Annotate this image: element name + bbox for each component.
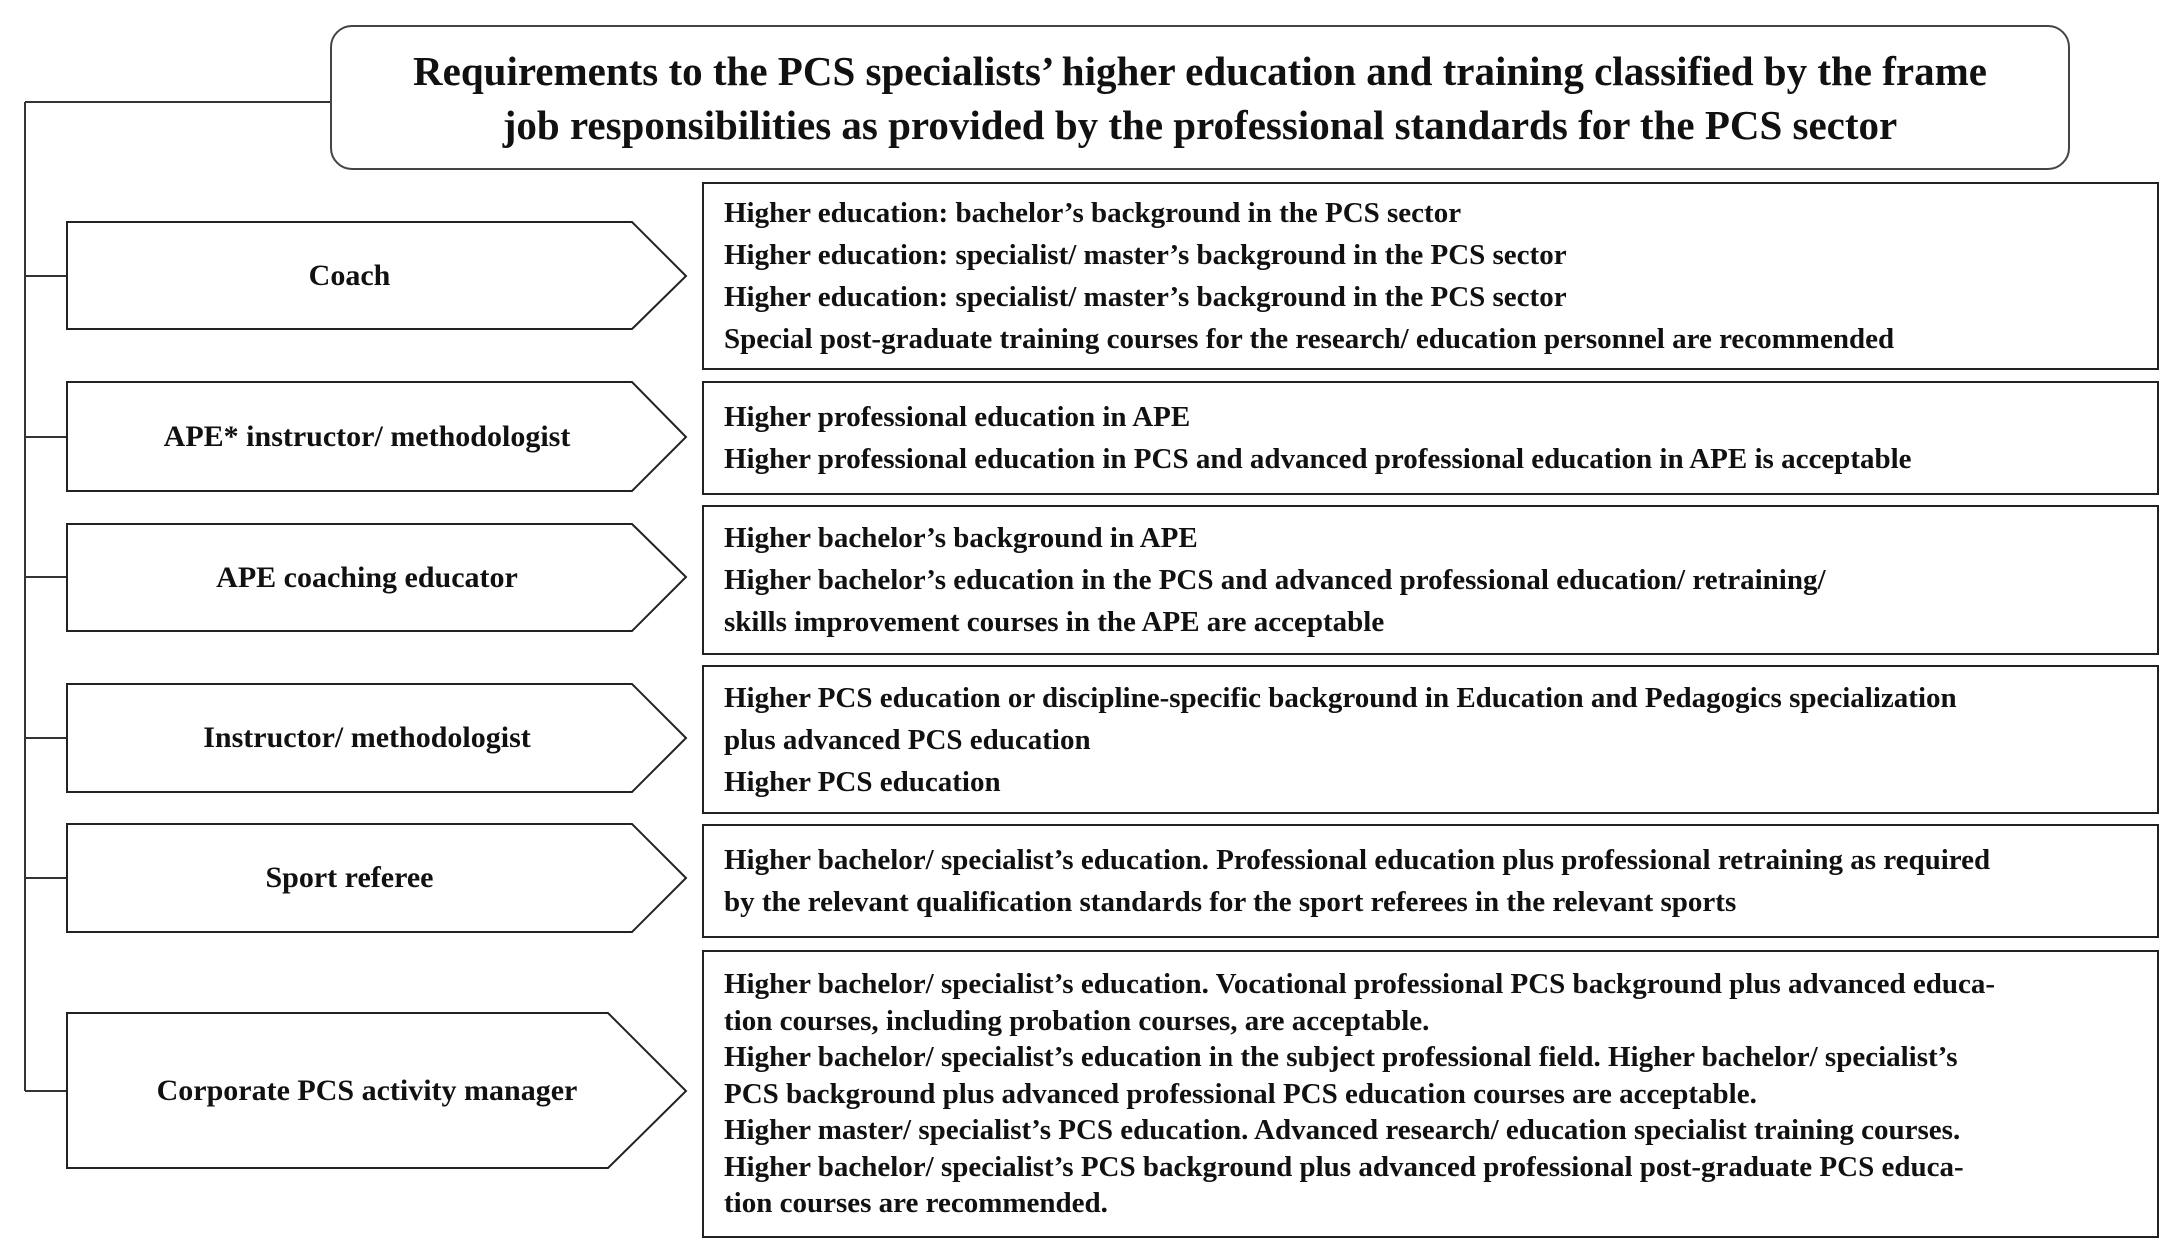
title-line-2: job responsibilities as provided by the professional standards for the PCS sector bbox=[502, 101, 1898, 148]
role-label-corporate-manager: Corporate PCS activity manager bbox=[156, 1073, 578, 1107]
requirement-line: tion courses are recommended. bbox=[724, 1187, 1108, 1220]
requirements-box-sport-referee bbox=[702, 824, 2159, 938]
requirements-box-instructor-methodologist bbox=[702, 665, 2159, 814]
title-box bbox=[330, 25, 2070, 170]
requirement-line: tion courses, including probation courses, are acceptable. bbox=[724, 1004, 1430, 1037]
requirement-line: Higher education: specialist/ master’s background in the PCS sector bbox=[724, 281, 1567, 313]
requirements-box-ape-instructor bbox=[702, 381, 2159, 495]
requirement-line: Higher professional education in APE bbox=[724, 401, 1191, 433]
requirement-line: Higher bachelor/ specialist’s PCS background plus advanced professional post-graduate PCS educa- bbox=[724, 1150, 1964, 1183]
role-label-ape-coaching-educator: APE coaching educator bbox=[216, 560, 518, 594]
requirements-box-ape-coaching-educator bbox=[702, 505, 2159, 655]
requirement-line: Higher bachelor/ specialist’s education in the subject professional field. Higher bachelor/ specialist’s bbox=[724, 1041, 1958, 1074]
requirement-line: Higher education: bachelor’s background in the PCS sector bbox=[724, 197, 1462, 229]
title-line-1: Requirements to the PCS specialists’ higher education and training classified by the frame bbox=[413, 47, 1987, 94]
requirement-line: by the relevant qualification standards for the sport referees in the relevant sports bbox=[724, 886, 1737, 918]
role-label-sport-referee: Sport referee bbox=[265, 861, 434, 894]
requirement-line: PCS background plus advanced professional PCS education courses are acceptable. bbox=[724, 1077, 1757, 1110]
requirement-line: Higher PCS education bbox=[724, 765, 1001, 798]
requirement-line: Higher bachelor’s education in the PCS and advanced professional education/ retraining/ bbox=[724, 564, 1826, 596]
requirements-box-corporate-manager bbox=[702, 950, 2159, 1238]
requirements-box-coach bbox=[702, 182, 2159, 370]
requirement-line: Higher master/ specialist’s PCS education. Advanced research/ education specialist training courses. bbox=[724, 1114, 1961, 1147]
role-label-ape-instructor: APE* instructor/ methodologist bbox=[163, 419, 571, 453]
requirement-line: plus advanced PCS education bbox=[724, 723, 1091, 756]
requirement-line: skills improvement courses in the APE are acceptable bbox=[724, 606, 1385, 638]
requirement-line: Higher bachelor/ specialist’s education. Professional education plus professional retraining as required bbox=[724, 844, 1991, 876]
requirement-line: Higher education: specialist/ master’s background in the PCS sector bbox=[724, 239, 1567, 271]
title-text bbox=[373, 44, 2027, 152]
role-label-instructor-methodologist: Instructor/ methodologist bbox=[203, 721, 531, 754]
requirement-line: Higher bachelor’s background in APE bbox=[724, 522, 1198, 554]
requirement-line: Higher PCS education or discipline-specific background in Education and Pedagogics specialization bbox=[724, 681, 1957, 714]
role-label-coach: Coach bbox=[308, 258, 391, 292]
requirement-line: Special post-graduate training courses for the research/ education personnel are recommended bbox=[724, 323, 1895, 355]
requirement-line: Higher bachelor/ specialist’s education. Vocational professional PCS background plus advanced educa- bbox=[724, 968, 1996, 1001]
requirement-line: Higher professional education in PCS and advanced professional education in APE is acceptable bbox=[724, 443, 1912, 475]
